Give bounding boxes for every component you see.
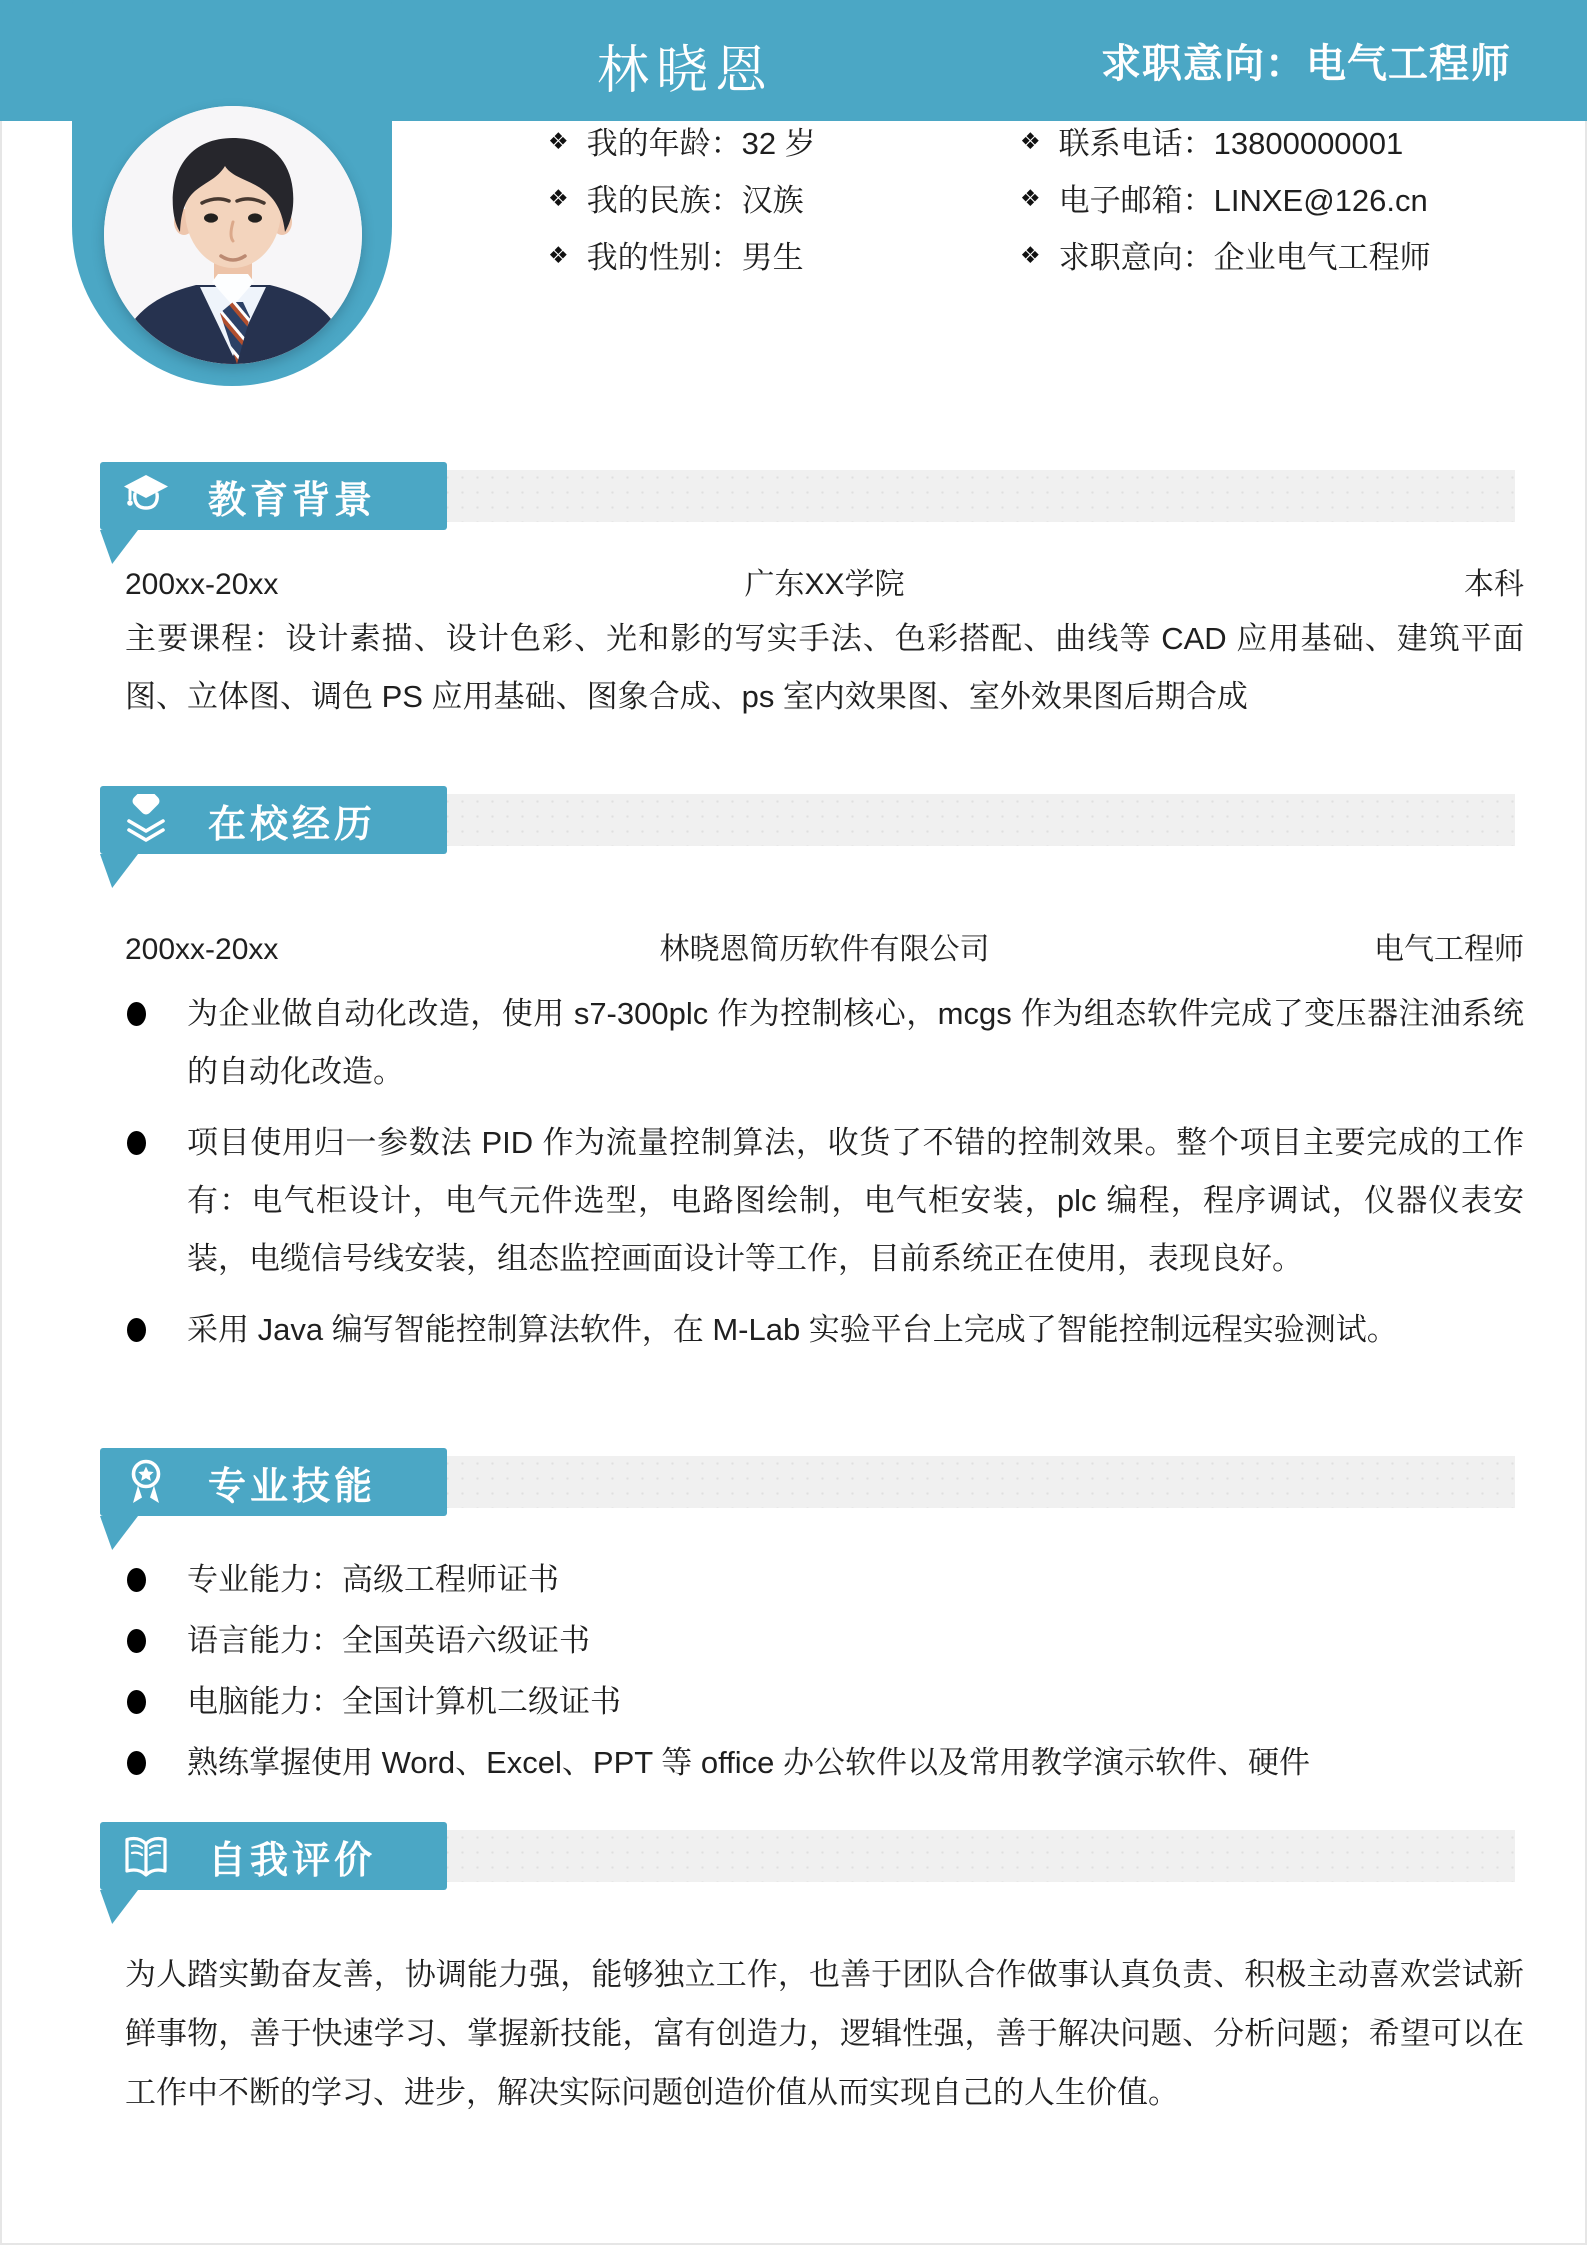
skills-list [125, 1560, 1524, 1804]
candidate-name: 林晓恩 [597, 42, 775, 100]
experience-bullet-text: 为企业做自动化改造，使用 s7-300plc 作为控制核心，mcgs 作为组态软件完成了变压器注油系统的自动化改造。 [187, 996, 1524, 1089]
skill-text: 熟练掌握使用 Word、Excel、PPT 等 office 办公软件以及常用教学演示软件、硬件 [187, 1745, 1311, 1780]
info-objective [1020, 232, 1431, 276]
experience-bullet-list [125, 985, 1524, 1372]
graduation-cap-icon [122, 471, 170, 521]
info-age [548, 118, 816, 162]
education-meta-row [125, 565, 1524, 605]
experience-role: 电气工程师 [1374, 933, 1524, 966]
skill-text: 专业能力：高级工程师证书 [187, 1562, 559, 1597]
info-email-text: 电子邮箱：LINXE@126.cn [1058, 182, 1428, 218]
experience-bullet-item [125, 985, 1524, 1101]
skill-text: 电脑能力：全国计算机二级证书 [187, 1684, 621, 1719]
education-courses: 主要课程：设计素描、设计色彩、光和影的写实手法、色彩搭配、曲线等 CAD 应用基础、建筑平面图、立体图、调色 PS 应用基础、图象合成、ps 室内效果图、室外效果图后期合成 [125, 621, 1524, 714]
section-title: 教育背景 [208, 479, 377, 522]
bullet-dot-icon [127, 1002, 146, 1026]
info-ethnicity-text: 我的民族：汉族 [586, 182, 804, 218]
info-age-text: 我的年龄：32 岁 [586, 125, 816, 161]
education-degree: 本科 [1464, 568, 1524, 601]
section-title: 专业技能 [208, 1465, 377, 1508]
education-school: 广东XX学院 [744, 568, 905, 601]
diamond-bullet-icon: ❖ [1020, 127, 1041, 154]
section-tail [100, 854, 138, 888]
info-objective-text: 求职意向：企业电气工程师 [1058, 239, 1431, 275]
info-gender [548, 232, 804, 276]
diamond-bullet-icon: ❖ [548, 127, 569, 154]
diamond-bullet-icon: ❖ [1020, 184, 1041, 211]
bullet-dot-icon [127, 1751, 146, 1775]
job-objective-header: 求职意向：电气工程师 [1101, 42, 1511, 86]
info-email [1020, 175, 1428, 219]
bullet-dot-icon [127, 1318, 146, 1342]
section-title: 自我评价 [208, 1839, 377, 1882]
experience-bullet-item [125, 1301, 1524, 1359]
skill-item [125, 1682, 1524, 1722]
diamond-bullet-icon: ❖ [548, 241, 569, 268]
avatar [104, 106, 362, 364]
self-evaluation-text: 为人踏实勤奋友善，协调能力强，能够独立工作，也善于团队合作做事认真负责、积极主动喜欢尝试新鲜事物，善于快速学习、掌握新技能，富有创造力，逻辑性强，善于解决问题、分析问题；希望可以在工作中不断的学习、进步，解决实际问题创造价值从而实现自己的人生价值。 [125, 1957, 1524, 2110]
bullet-dot-icon [127, 1131, 146, 1155]
open-book-icon [122, 1831, 170, 1881]
bullet-dot-icon [127, 1568, 146, 1592]
education-period: 200xx-20xx [125, 568, 279, 601]
info-ethnicity [548, 175, 804, 219]
skill-item [125, 1621, 1524, 1661]
section-header-experience [100, 786, 447, 854]
portrait-illustration [104, 106, 362, 364]
section-tail [100, 1516, 138, 1550]
experience-bullet-text: 项目使用归一参数法 PID 作为流量控制算法，收货了不错的控制效果。整个项目主要完成的工作有：电气柜设计，电气元件选型，电路图绘制，电气柜安装，plc 编程，程序调试，仪器仪表安装，电缆信号线安装，组态监控画面设计等工作，目前系统正在使用，表现良好。 [187, 1125, 1524, 1276]
section-header-evaluation [100, 1822, 447, 1890]
section-title: 在校经历 [208, 803, 377, 846]
info-phone [1020, 118, 1403, 162]
section-tail [100, 1890, 138, 1924]
experience-period: 200xx-20xx [125, 933, 279, 966]
medal-icon [122, 1457, 170, 1507]
skill-item [125, 1743, 1524, 1783]
skill-text: 语言能力：全国英语六级证书 [187, 1623, 590, 1658]
info-gender-text: 我的性别：男生 [586, 239, 804, 275]
diamond-bullet-icon: ❖ [548, 184, 569, 211]
experience-bullet-text: 采用 Java 编写智能控制算法软件，在 M-Lab 实验平台上完成了智能控制远程实验测试。 [187, 1312, 1398, 1347]
info-phone-text: 联系电话：13800000001 [1058, 125, 1404, 161]
skill-item [125, 1560, 1524, 1600]
bullet-dot-icon [127, 1690, 146, 1714]
section-header-education [100, 462, 447, 530]
section-tail [100, 530, 138, 564]
layers-icon [122, 795, 170, 845]
section-header-skills [100, 1448, 447, 1516]
bullet-dot-icon [127, 1629, 146, 1653]
experience-bullet-item [125, 1114, 1524, 1288]
experience-meta-row [125, 930, 1524, 970]
experience-company: 林晓恩简历软件有限公司 [659, 933, 990, 966]
diamond-bullet-icon: ❖ [1020, 241, 1041, 268]
